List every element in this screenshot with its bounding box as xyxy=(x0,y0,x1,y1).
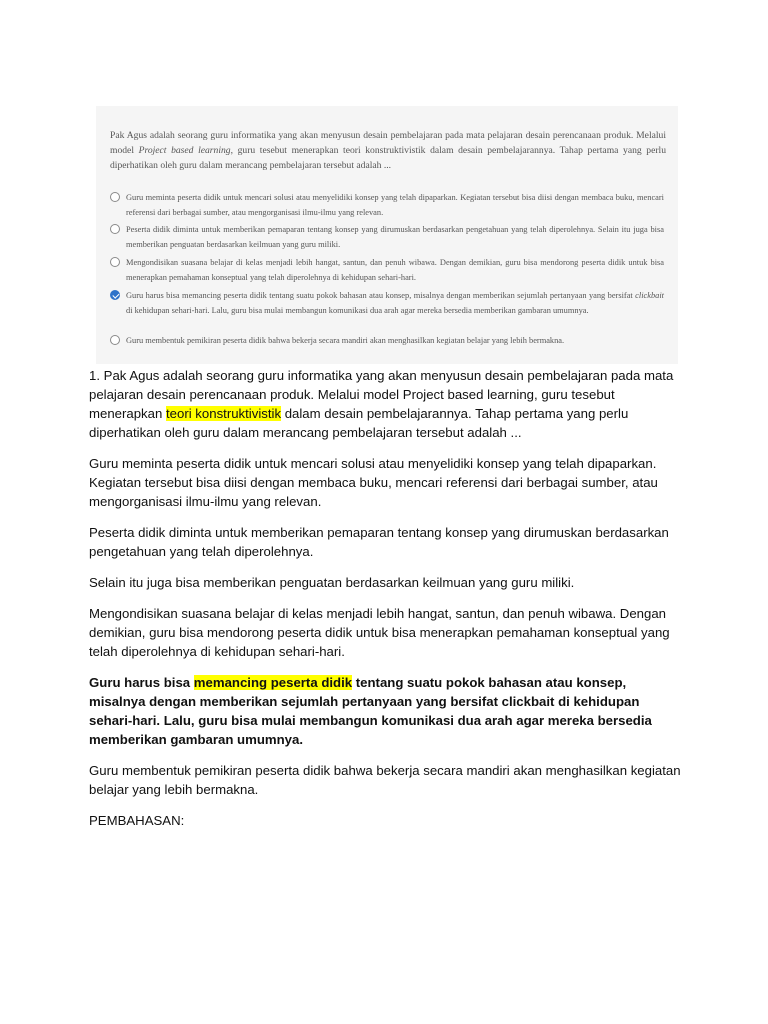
document-body xyxy=(89,366,681,842)
question-paragraph xyxy=(89,366,681,442)
quiz-option-4-italic: clickbait xyxy=(635,291,664,300)
highlight-teori: teori konstruktivistik xyxy=(165,406,282,421)
correct-text-a: Guru harus bisa xyxy=(89,675,194,690)
correct-text-b: tentang suatu pokok bahasan atau konsep, misalnya dengan memberikan sejumlah pertanyaan yang bersifat clickbait di kehidupan sehari-hari. Lalu, guru bisa mulai membangun komunikasi dua arah agar mereka bersedia memberikan gambaran umumnya. xyxy=(89,675,652,747)
answer-paragraph-2: Peserta didik diminta untuk memberikan pemaparan tentang konsep yang dirumuskan berdasarkan pengetahuan yang telah diperolehnya. xyxy=(89,525,669,559)
answer-paragraph-4: Mengondisikan suasana belajar di kelas menjadi lebih hangat, santun, dan penuh wibawa. Dengan demikian, guru bisa mendorong peserta didik untuk bisa menerapkan pemahaman konseptual yang telah diperolehnya di kehidupan sehari-hari. xyxy=(89,606,670,659)
quiz-option-4-text-b: di kehidupan sehari-hari. Lalu, guru bisa mulai membangun komunikasi dua arah agar mereka bersedia memberikan gambaran umumnya. xyxy=(126,306,589,315)
quiz-question-italic: Project based learning xyxy=(138,145,231,156)
quiz-question xyxy=(110,128,666,173)
radio-icon[interactable] xyxy=(110,224,120,234)
quiz-question-text-a: Pak Agus adalah seorang guru informatika yang akan menyusun desain pembelajaran pada mata pelajaran desain perencanaan produk. Melalui model xyxy=(110,130,666,156)
quiz-option-5-text: Guru membentuk pemikiran peserta didik bahwa bekerja secara mandiri akan menghasilkan kegiatan belajar yang lebih bermakna. xyxy=(126,336,565,345)
radio-icon[interactable] xyxy=(110,335,120,345)
pembahasan-heading: PEMBAHASAN: xyxy=(89,813,185,828)
answer-paragraph-6: Guru membentuk pemikiran peserta didik bahwa bekerja secara mandiri akan menghasilkan kegiatan belajar yang lebih bermakna. xyxy=(89,763,681,797)
radio-icon[interactable] xyxy=(110,257,120,267)
highlight-memancing: memancing peserta didik xyxy=(193,675,353,690)
radio-checked-icon[interactable] xyxy=(110,290,120,300)
quiz-option-4-text xyxy=(126,288,664,318)
answer-paragraph-3: Selain itu juga bisa memberikan penguatan berdasarkan keilmuan yang guru miliki. xyxy=(89,575,575,590)
radio-icon[interactable] xyxy=(110,192,120,202)
question-text-b: dalam desain pembelajarannya. Tahap pertama yang perlu diperhatikan oleh guru dalam merancang pembelajaran tersebut adalah ... xyxy=(89,406,629,440)
answer-paragraph-1: Guru meminta peserta didik untuk mencari solusi atau menyelidiki konsep yang telah dipaparkan. Kegiatan tersebut bisa diisi dengan membaca buku, mencari referensi dari berbagai sumber, atau mengorganisasi ilmu-ilmu yang relevan. xyxy=(89,456,658,509)
quiz-screenshot xyxy=(96,106,678,364)
quiz-question-text-b: , guru tesebut menerapkan teori konstruktivistik dalam desain pembelajarannya. Tahap pertama yang perlu diperhatikan oleh guru dalam merancang pembelajaran tersebut adalah ... xyxy=(110,145,666,171)
quiz-option-3-text: Mengondisikan suasana belajar di kelas menjadi lebih hangat, santun, dan penuh wibawa. Dengan demikian, guru bisa mendorong peserta didik untuk bisa menerapkan pemahaman konseptual yang telah diperolehnya di kehidupan sehari-hari. xyxy=(126,258,664,282)
quiz-option-1-text: Guru meminta peserta didik untuk mencari solusi atau menyelidiki konsep yang telah dipaparkan. Kegiatan tersebut bisa diisi dengan membaca buku, mencari referensi dari berbagai sumber, atau mengorganisasi ilmu-ilmu yang relevan. xyxy=(126,193,664,217)
quiz-option-4-text-a: Guru harus bisa memancing peserta didik tentang suatu pokok bahasan atau konsep, misalnya dengan memberikan sejumlah pertanyaan yang bersifat xyxy=(126,291,636,300)
question-text-a: 1. Pak Agus adalah seorang guru informatika yang akan menyusun desain pembelajaran pada mata pelajaran desain perencanaan produk. Melalui model Project based learning, guru tesebut menerapkan xyxy=(89,368,674,421)
quiz-option-2-text: Peserta didik diminta untuk memberikan pemaparan tentang konsep yang dirumuskan berdasarkan pengetahuan yang telah diperolehnya. Selain itu juga bisa memberikan penguatan berdasarkan keilmuan yang guru miliki. xyxy=(126,225,664,249)
answer-paragraph-correct xyxy=(89,673,681,749)
